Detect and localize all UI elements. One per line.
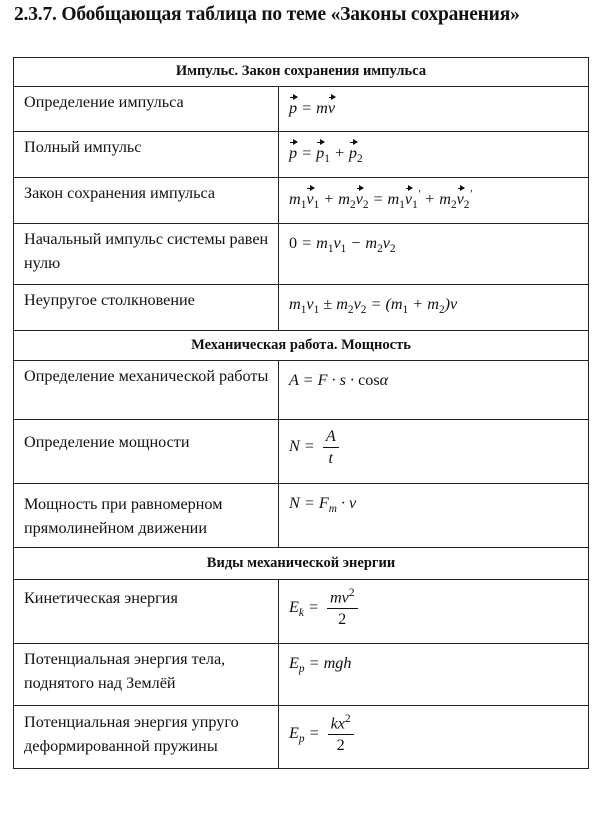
- section-header-row: [14, 331, 589, 361]
- formula: $m_1v_1 \pm m_2v_2 = (m_1 + m_2)v$: [289, 295, 458, 317]
- formula: $0 = m_1v_1 - m_2v_2$: [289, 234, 396, 256]
- row-label: Мощность при равномерном прямолинейном движении: [14, 484, 279, 548]
- formula-cell: [279, 285, 589, 331]
- formula: A = F · s · cosα: [289, 371, 389, 389]
- row-label: Потенциальная энергия упруго деформированной пружины: [14, 706, 279, 769]
- section-heading: Механическая работа. Мощность: [14, 331, 589, 361]
- table-row: [14, 706, 589, 769]
- formula: $N = F_m \cdot v$: [289, 494, 357, 516]
- formula: $p = p_1 + p_2$: [289, 144, 363, 162]
- row-label: Потенциальная энергия тела, поднятого над Землёй: [14, 644, 279, 706]
- formula-cell: [279, 420, 589, 484]
- table-row: [14, 224, 589, 285]
- summary-table: [13, 57, 589, 769]
- row-label: Кинетическая энергия: [14, 580, 279, 644]
- table-row: [14, 484, 589, 548]
- table-row: [14, 132, 589, 178]
- table-row: [14, 644, 589, 706]
- formula-cell: [279, 87, 589, 132]
- table-row: [14, 87, 589, 132]
- section-header-row: [14, 58, 589, 87]
- page-title: 2.3.7. Обобщающая таблица по теме «Законы сохранения»: [14, 4, 520, 25]
- formula: $m_1v_1 + m_2v_2 = m_1v_1' + m_2v_2'$: [289, 190, 472, 208]
- table-row: [14, 580, 589, 644]
- row-label: Неупругое столкновение: [14, 285, 279, 331]
- row-label: Определение мощности: [14, 420, 279, 484]
- row-label: Определение механической работы: [14, 361, 279, 420]
- section-heading: Импульс. Закон сохранения импульса: [14, 58, 589, 87]
- formula: $E_p$ = $\frac{kx^2}{2}$: [289, 724, 354, 742]
- table-row: [14, 178, 589, 224]
- formula-cell: [279, 484, 589, 548]
- table-row: [14, 420, 589, 484]
- row-label: Определение импульса: [14, 87, 279, 132]
- table-row: [14, 361, 589, 420]
- formula-cell: [279, 361, 589, 420]
- formula-cell: [279, 644, 589, 706]
- formula-cell: [279, 580, 589, 644]
- section-heading: Виды механической энергии: [14, 548, 589, 580]
- formula: $E_k$ = $\frac{mv^2}{2}$: [289, 598, 358, 616]
- formula-cell: [279, 178, 589, 224]
- formula-cell: [279, 224, 589, 285]
- formula: p = mv: [289, 99, 335, 117]
- section-header-row: [14, 548, 589, 580]
- formula: $E_p$ = mgh: [289, 654, 352, 676]
- formula-cell: [279, 706, 589, 769]
- row-label: Начальный импульс системы равен нулю: [14, 224, 279, 285]
- formula: N = $\frac{A}{t}$: [289, 437, 339, 455]
- row-label: Закон сохранения импульса: [14, 178, 279, 224]
- formula-cell: [279, 132, 589, 178]
- row-label: Полный импульс: [14, 132, 279, 178]
- table-row: [14, 285, 589, 331]
